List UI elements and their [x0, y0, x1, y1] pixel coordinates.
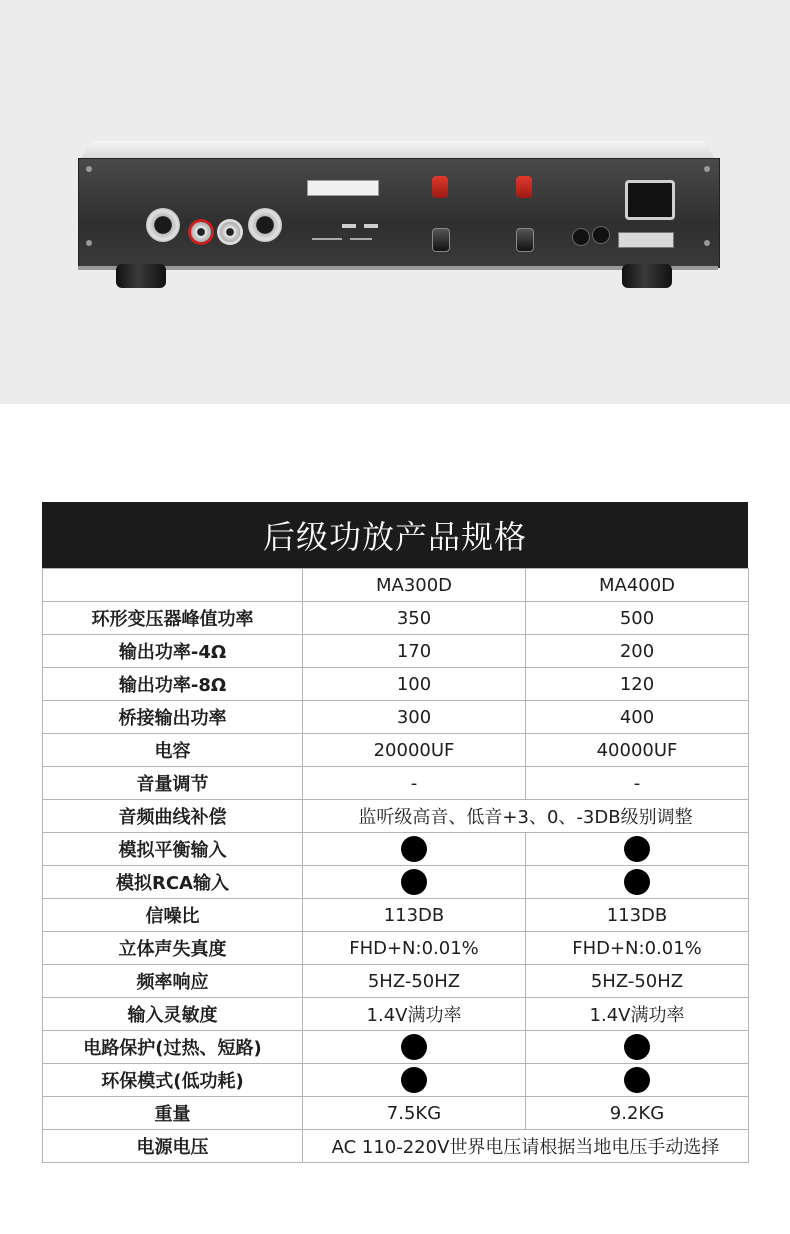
spec-label: 模拟RCA输入: [43, 866, 303, 899]
spec-value: 120: [526, 668, 749, 701]
speaker-terminal-red-icon: [516, 176, 532, 198]
voltage-switch-icon: [618, 232, 674, 248]
amplifier-top-cover: [80, 141, 716, 159]
spec-value: 400: [526, 701, 749, 734]
table-row: [43, 800, 749, 833]
filled-dot-icon: [401, 1067, 427, 1093]
xlr-input-left-icon: [146, 208, 180, 242]
spec-label: 频率响应: [43, 965, 303, 998]
spec-value: 20000UF: [303, 734, 526, 767]
spec-table: [42, 568, 749, 1163]
trigger-jack-icon: [572, 228, 590, 246]
table-row: [43, 998, 749, 1031]
table-row: [43, 1130, 749, 1163]
spec-value: 1.4V满功率: [303, 998, 526, 1031]
spec-label: 输入灵敏度: [43, 998, 303, 1031]
filled-dot-icon: [624, 869, 650, 895]
spec-value: 7.5KG: [303, 1097, 526, 1130]
screw-icon: [86, 240, 92, 246]
spec-value: -: [526, 767, 749, 800]
filled-dot-icon: [624, 1067, 650, 1093]
speaker-terminal-red-icon: [432, 176, 448, 198]
spec-value: -: [303, 767, 526, 800]
table-row: [43, 899, 749, 932]
serial-label: [307, 180, 379, 196]
table-row: [43, 602, 749, 635]
spec-value: [526, 1031, 749, 1064]
speaker-terminal-black-icon: [516, 228, 534, 252]
spec-label: 桥接输出功率: [43, 701, 303, 734]
amplifier-foot-right: [622, 264, 672, 288]
table-row: [43, 1064, 749, 1097]
screw-icon: [704, 240, 710, 246]
table-row: [43, 767, 749, 800]
spec-label: 输出功率-4Ω: [43, 635, 303, 668]
panel-print: [350, 238, 372, 240]
spec-value: [303, 866, 526, 899]
spec-table-title: 后级功放产品规格: [42, 502, 748, 568]
model-header: MA400D: [526, 569, 749, 602]
filled-dot-icon: [401, 836, 427, 862]
spec-label: 电源电压: [43, 1130, 303, 1163]
rca-input-red-icon: [191, 222, 211, 242]
screw-icon: [86, 166, 92, 172]
spec-value: 1.4V满功率: [526, 998, 749, 1031]
spec-value: [303, 1031, 526, 1064]
power-button-icon: [592, 226, 610, 244]
table-row: [43, 635, 749, 668]
spec-value: FHD+N:0.01%: [526, 932, 749, 965]
spec-label: 环形变压器峰值功率: [43, 602, 303, 635]
spec-value: [526, 833, 749, 866]
spec-value: 40000UF: [526, 734, 749, 767]
filled-dot-icon: [624, 1034, 650, 1060]
table-row: [43, 734, 749, 767]
filled-dot-icon: [401, 869, 427, 895]
spec-value: 5HZ-50HZ: [526, 965, 749, 998]
spec-value-merged: AC 110-220V世界电压请根据当地电压手动选择: [303, 1130, 749, 1163]
treble-switch-icon: [342, 224, 356, 228]
filled-dot-icon: [401, 1034, 427, 1060]
spec-value: 113DB: [526, 899, 749, 932]
panel-print: [312, 238, 342, 240]
amplifier-foot-left: [116, 264, 166, 288]
spec-label: 音量调节: [43, 767, 303, 800]
spec-value: 350: [303, 602, 526, 635]
rca-input-white-icon: [220, 222, 240, 242]
spec-value: 300: [303, 701, 526, 734]
model-header: MA300D: [303, 569, 526, 602]
spec-value: 500: [526, 602, 749, 635]
spec-label: 音频曲线补偿: [43, 800, 303, 833]
spec-value: 9.2KG: [526, 1097, 749, 1130]
spec-value: 170: [303, 635, 526, 668]
table-row: [43, 1097, 749, 1130]
spec-value-merged: 监听级高音、低音+3、0、-3DB级别调整: [303, 800, 749, 833]
spec-value: 5HZ-50HZ: [303, 965, 526, 998]
filled-dot-icon: [624, 836, 650, 862]
spec-label: 信噪比: [43, 899, 303, 932]
spec-label: 重量: [43, 1097, 303, 1130]
table-header-row: [43, 569, 749, 602]
power-inlet-icon: [625, 180, 675, 220]
spec-value: [303, 1064, 526, 1097]
spec-value: 200: [526, 635, 749, 668]
table-row: [43, 965, 749, 998]
table-row: [43, 701, 749, 734]
spec-label: 电容: [43, 734, 303, 767]
bass-switch-icon: [364, 224, 378, 228]
xlr-input-right-icon: [248, 208, 282, 242]
table-row: [43, 833, 749, 866]
spec-value: 113DB: [303, 899, 526, 932]
spec-label: 立体声失真度: [43, 932, 303, 965]
spec-label: 输出功率-8Ω: [43, 668, 303, 701]
table-row: [43, 1031, 749, 1064]
spec-label: 环保模式(低功耗): [43, 1064, 303, 1097]
spec-label: 模拟平衡输入: [43, 833, 303, 866]
spec-value: [303, 833, 526, 866]
spec-value: 100: [303, 668, 526, 701]
spec-label: 电路保护(过热、短路): [43, 1031, 303, 1064]
table-row: [43, 668, 749, 701]
spec-value: FHD+N:0.01%: [303, 932, 526, 965]
table-row: [43, 932, 749, 965]
screw-icon: [704, 166, 710, 172]
spec-value: [526, 1064, 749, 1097]
header-empty-cell: [43, 569, 303, 602]
table-row: [43, 866, 749, 899]
speaker-terminal-black-icon: [432, 228, 450, 252]
product-photo-area: [0, 0, 790, 404]
spec-value: [526, 866, 749, 899]
